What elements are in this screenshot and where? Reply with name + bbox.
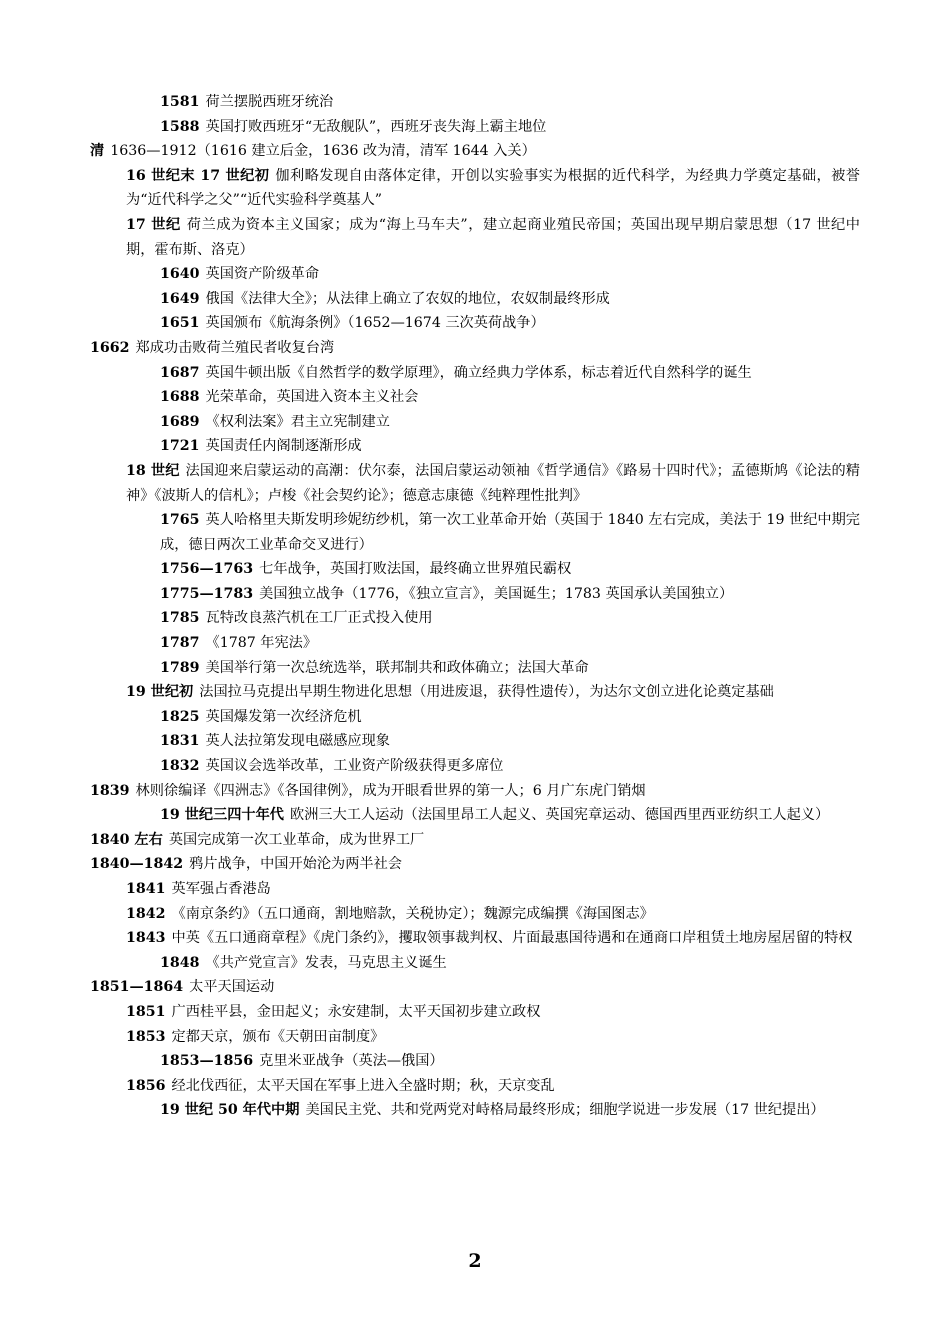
entry-text: 英人法拉第发现电磁感应现象	[205, 733, 390, 750]
entry-date: 1853	[126, 1028, 166, 1045]
entry-text: 英国颁布《航海条例》（1652—1674 三次英荷战争）	[205, 315, 545, 332]
entry-date: 1832	[160, 758, 200, 775]
entry-text: 中英《五口通商章程》《虎门条约》，攫取领事裁判权、片面最惠国待遇和在通商口岸租赁土地房屋居留的特权	[171, 930, 853, 947]
entry-text: 荷兰摆脱西班牙统治	[205, 94, 334, 110]
timeline-entry	[90, 90, 860, 115]
timeline-entry	[90, 705, 860, 730]
entry-date: 1775—1783	[160, 585, 254, 602]
timeline-entry	[90, 803, 860, 828]
entry-text: 《南京条约》（五口通商，割地赔款，关税协定）；魏源完成编撰《海国图志》	[171, 905, 654, 922]
timeline-entry	[90, 336, 860, 361]
entry-date: 1840 左右	[90, 831, 163, 848]
timeline-entry	[90, 508, 860, 557]
entry-text: 英国牛顿出版《自然哲学的数学原理》，确立经典力学体系，标志着近代自然科学的诞生	[205, 364, 752, 381]
timeline-entry	[90, 311, 860, 336]
timeline-entry	[90, 729, 860, 754]
entry-text: 英国完成第一次工业革命，成为世界工厂	[168, 831, 425, 848]
entry-text: 俄国《法律大全》；从法律上确立了农奴的地位，农奴制最终形成	[205, 290, 610, 307]
entry-date: 1839	[90, 782, 130, 799]
timeline-entry	[90, 975, 860, 1000]
entry-text: 英国资产阶级革命	[205, 266, 320, 283]
timeline-entry	[90, 459, 860, 508]
entry-date: 1789	[160, 659, 200, 676]
entry-text: 英人哈格里夫斯发明珍妮纺纱机，第一次工业革命开始（英国于 1840 左右完成，美法于 19 世纪中期完成，德日两次工业革命交叉进行）	[160, 512, 860, 553]
entry-text: 欧洲三大工人运动（法国里昂工人起义、英国宪章运动、德国西里西亚纺织工人起义）	[290, 807, 830, 824]
entry-date: 清	[90, 143, 105, 160]
timeline-entry	[90, 115, 860, 140]
entry-text: 定都天京，颁布《天朝田亩制度》	[171, 1028, 385, 1045]
entry-text: 《共产党宣言》发表，马克思主义诞生	[205, 954, 447, 971]
entry-text: 法国拉马克提出早期生物进化思想（用进废退，获得性遗传），为达尔文创立进化论奠定基础	[199, 684, 774, 701]
entry-date: 1640	[160, 266, 200, 283]
entry-date: 1851—1864	[90, 979, 184, 996]
entry-date: 1662	[90, 339, 130, 356]
timeline-entry	[90, 1074, 860, 1099]
entry-text: 鸦片战争，中国开始沦为两半社会	[189, 856, 402, 873]
entry-text: 克里米亚战争（英法—俄国）	[259, 1053, 444, 1070]
entry-date: 17 世纪	[126, 216, 181, 233]
entry-date: 1651	[160, 315, 200, 332]
entry-date: 19 世纪初	[126, 684, 194, 701]
entry-text: 林则徐编译《四洲志》《各国律例》，成为开眼看世界的第一人；6 月广东虎门销烟	[135, 782, 646, 799]
entry-text: 广西桂平县，金田起义；永安建制，太平天国初步建立政权	[171, 1003, 541, 1020]
entry-date: 18 世纪	[126, 462, 180, 479]
timeline-entry	[90, 902, 860, 927]
entry-text: 荷兰成为资本主义国家；成为“海上马车夫”，建立起商业殖民帝国；英国出现早期启蒙思想（17 世纪中期，霍布斯、洛克）	[126, 216, 860, 258]
entry-date: 1842	[126, 905, 166, 922]
entry-date: 16 世纪末 17 世纪初	[126, 167, 270, 184]
timeline-entry	[90, 852, 860, 877]
timeline-entry	[90, 213, 860, 262]
timeline-entry	[90, 385, 860, 410]
entry-text: 伽利略发现自由落体定律，开创以实验事实为根据的近代科学，为经典力学奠定基础，被誉为“近代科学之父”“近代实验科学奠基人”	[126, 167, 860, 209]
entry-text: 法国迎来启蒙运动的高潮：伏尔泰，法国启蒙运动领袖《哲学通信》《路易十四时代》；孟德斯鸠《论法的精神》《波斯人的信札》；卢梭《社会契约论》；德意志康德《纯粹理性批判》	[126, 462, 860, 504]
entry-date: 1848	[160, 954, 200, 971]
entry-date: 1853—1856	[160, 1053, 254, 1070]
entry-date: 1688	[160, 389, 200, 406]
timeline-entry	[90, 754, 860, 779]
entry-text: 《权利法案》君主立宪制建立	[205, 413, 390, 430]
entry-text: 英国爆发第一次经济危机	[205, 708, 362, 725]
timeline-entry	[90, 139, 860, 164]
entry-date: 1721	[160, 438, 200, 455]
timeline-entry	[90, 361, 860, 386]
entry-date: 1588	[160, 118, 200, 135]
entry-date: 1843	[126, 930, 166, 947]
entry-text: 英国责任内阁制逐渐形成	[205, 438, 362, 455]
entry-text: 英军强占香港岛	[171, 881, 271, 897]
timeline-entry	[90, 926, 860, 951]
entry-date: 19 世纪三四十年代	[160, 807, 284, 824]
timeline-entry	[90, 434, 860, 459]
entry-date: 1649	[160, 290, 200, 307]
entry-date: 1785	[160, 610, 200, 627]
timeline-entry	[90, 877, 860, 902]
timeline-entry	[90, 680, 860, 705]
timeline-entry	[90, 287, 860, 312]
entry-date: 1851	[126, 1003, 166, 1020]
entry-date: 1856	[126, 1077, 166, 1094]
timeline-entry	[90, 164, 860, 213]
timeline-entry	[90, 828, 860, 853]
entry-date: 1787	[160, 635, 200, 652]
entry-date: 1841	[126, 881, 166, 897]
timeline-entry	[90, 410, 860, 435]
entry-date: 1756—1763	[160, 561, 254, 578]
timeline-entry	[90, 779, 860, 804]
entry-text: 瓦特改良蒸汽机在工厂正式投入使用	[205, 610, 433, 627]
entry-text: 美国举行第一次总统选举，联邦制共和政体确立；法国大革命	[205, 659, 589, 676]
entry-date: 1689	[160, 413, 200, 430]
timeline-entry	[90, 951, 860, 976]
entry-text: 经北伐西征，太平天国在军事上进入全盛时期；秋，天京变乱	[171, 1077, 555, 1094]
entry-text: 1636—1912（1616 建立后金，1636 改为清，清军 1644 入关）	[110, 143, 536, 160]
timeline-entry	[90, 631, 860, 656]
entry-text: 美国独立战争（1776，《独立宣言》，美国诞生；1783 英国承认美国独立）	[259, 585, 734, 602]
entry-text: 《1787 年宪法》	[205, 635, 318, 652]
timeline-entry	[90, 582, 860, 607]
entry-text: 太平天国运动	[189, 979, 275, 996]
timeline-entry	[90, 1049, 860, 1074]
timeline-entry	[90, 1000, 860, 1025]
entry-date: 1840—1842	[90, 856, 184, 873]
timeline-entry	[90, 606, 860, 631]
entry-date: 19 世纪 50 年代中期	[160, 1102, 300, 1119]
entry-date: 1765	[160, 512, 200, 529]
entry-text: 美国民主党、共和党两党对峙格局最终形成；细胞学说进一步发展（17 世纪提出）	[305, 1102, 825, 1119]
entry-date: 1825	[160, 708, 200, 725]
entry-text: 郑成功击败荷兰殖民者收复台湾	[135, 339, 335, 356]
entry-text: 七年战争，英国打败法国，最终确立世界殖民霸权	[259, 561, 572, 578]
entry-text: 英国议会选举改革，工业资产阶级获得更多席位	[205, 758, 504, 775]
timeline-entry	[90, 1025, 860, 1050]
entry-date: 1687	[160, 364, 200, 381]
timeline-entry	[90, 557, 860, 582]
timeline-document	[90, 90, 860, 1123]
timeline-entry	[90, 1098, 860, 1123]
entry-date: 1581	[160, 94, 200, 110]
entry-text: 光荣革命，英国进入资本主义社会	[205, 389, 419, 406]
timeline-entry	[90, 656, 860, 681]
entry-date: 1831	[160, 733, 200, 750]
timeline-entry	[90, 262, 860, 287]
page-number: 2	[468, 1250, 482, 1272]
entry-text: 英国打败西班牙“无敌舰队”，西班牙丧失海上霸主地位	[205, 118, 547, 135]
